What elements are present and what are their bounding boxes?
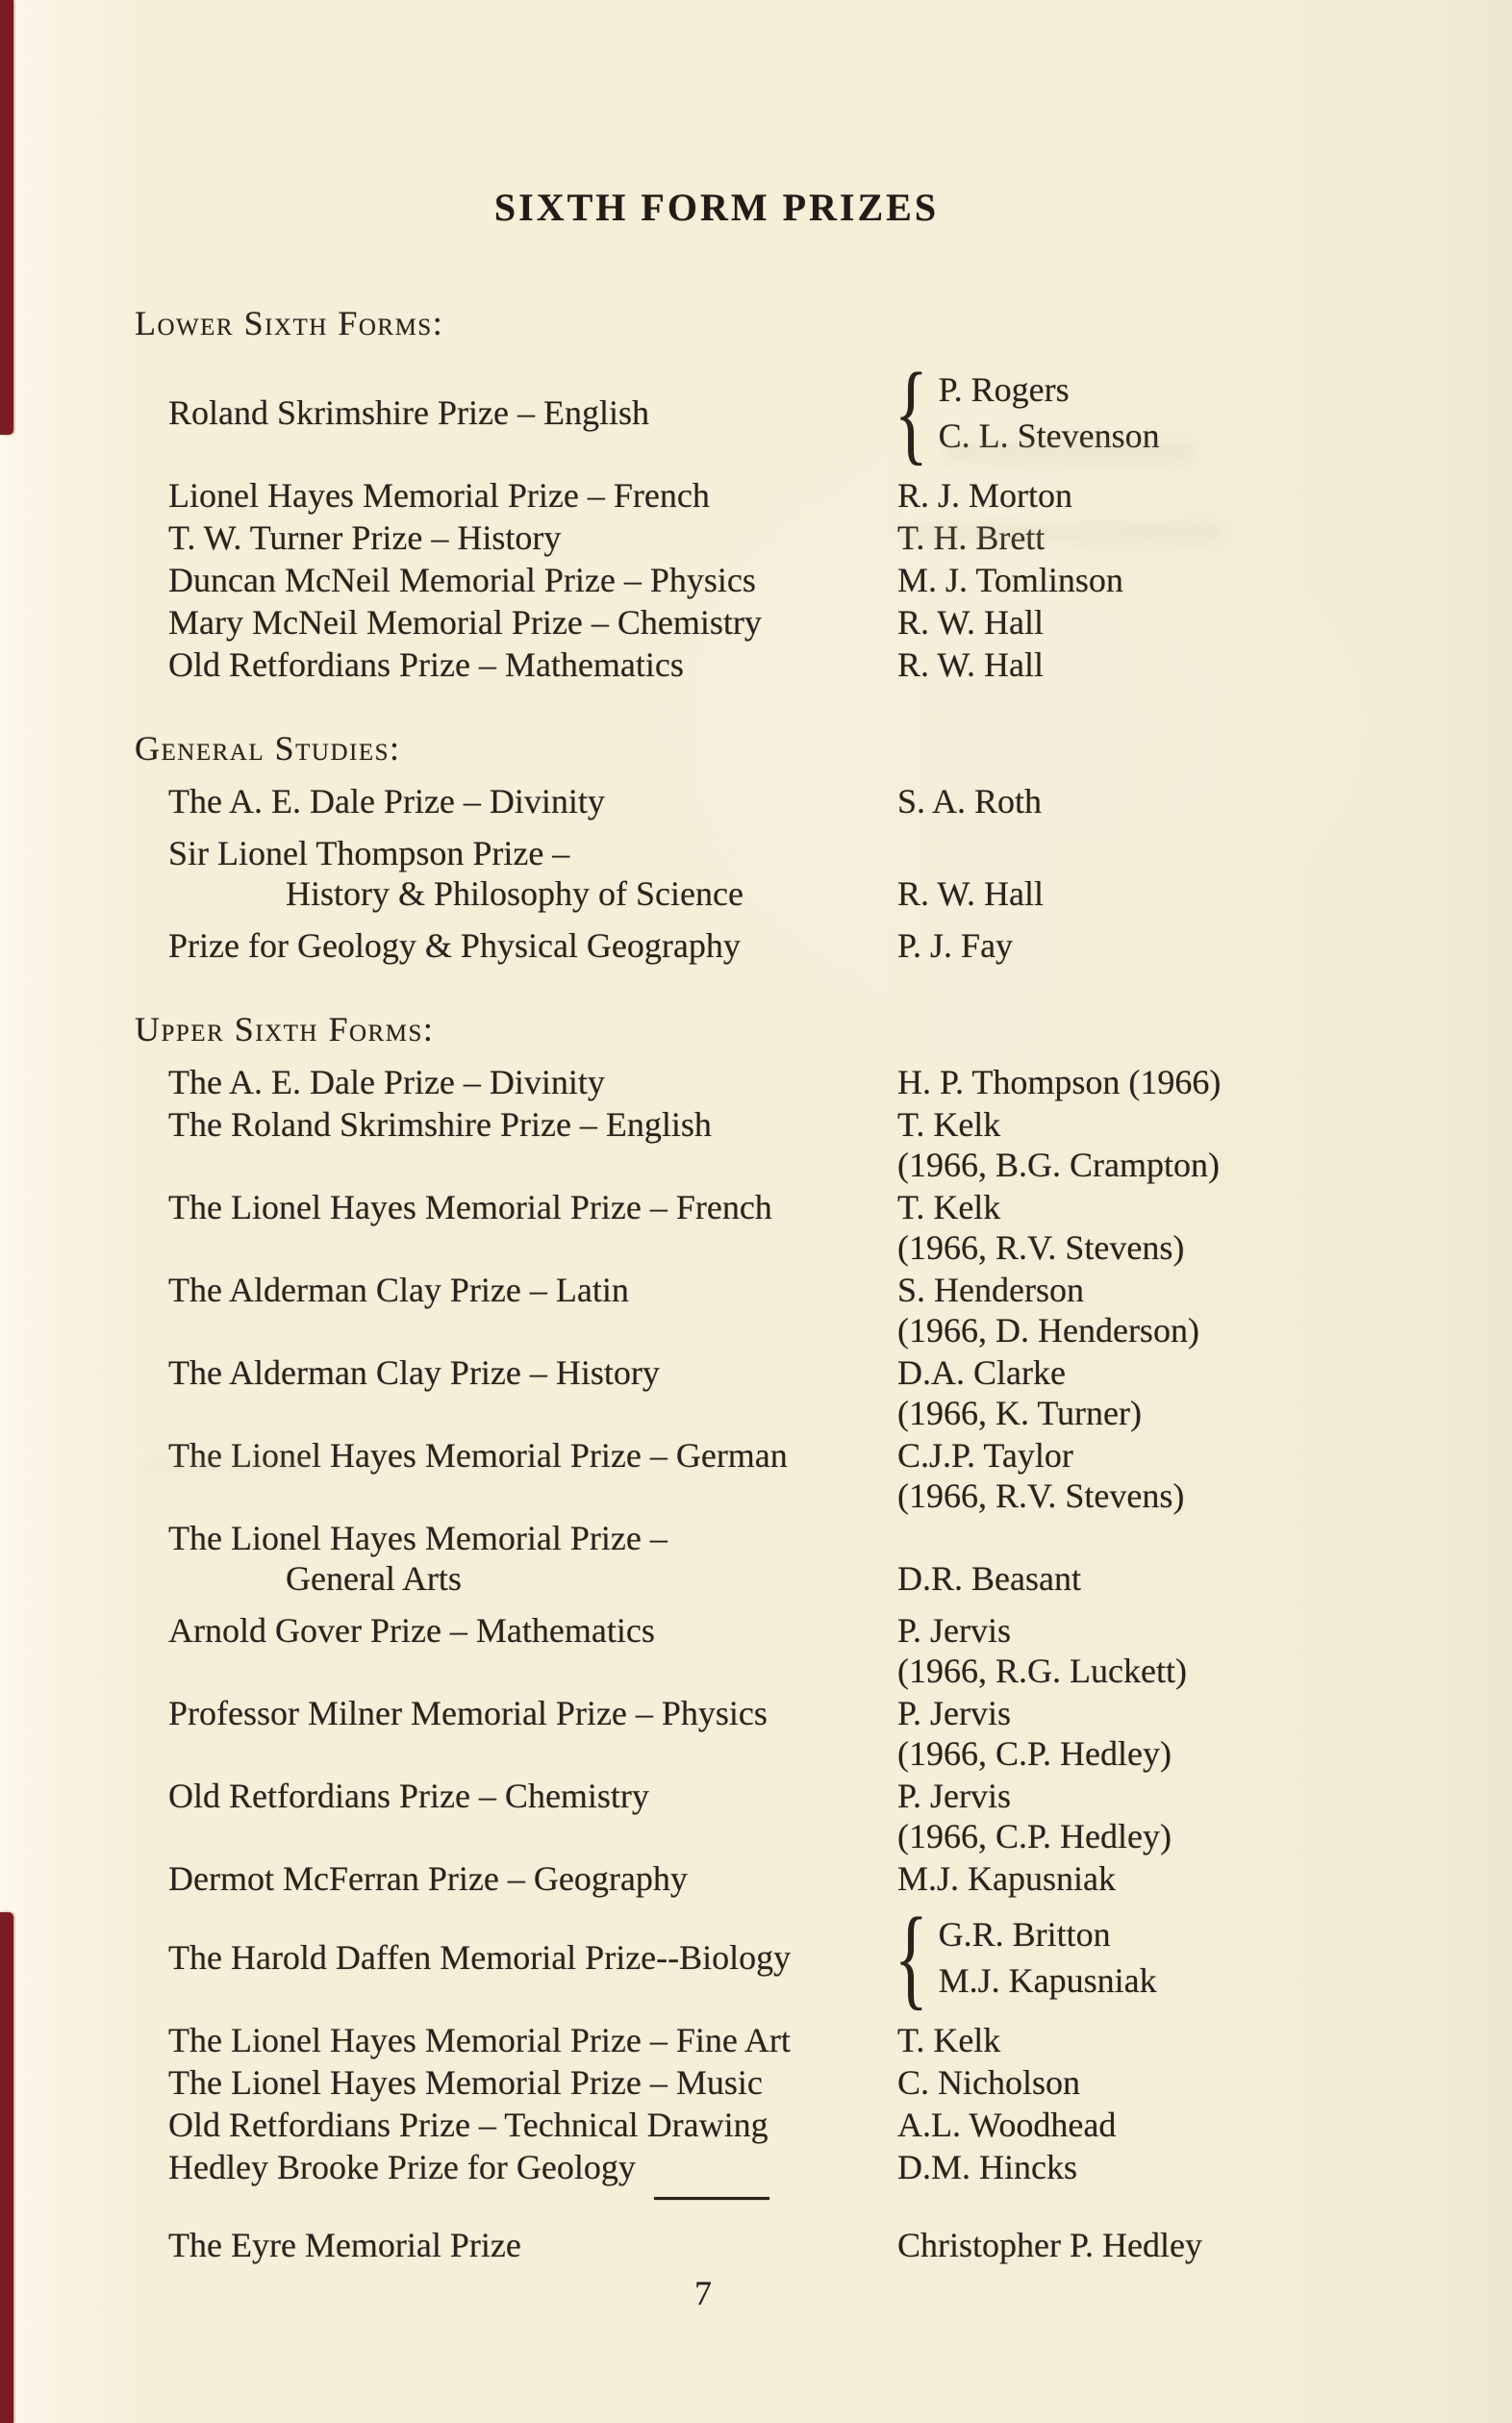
prize-name: The Harold Daffen Memorial Prize--Biology [168,1938,792,1977]
page-number: 7 [694,2274,712,2312]
prize-name: Old Retfordians Prize – Technical Drawing [168,2106,769,2144]
prize-entry [168,2225,1512,2265]
winners [897,925,1013,966]
winner-name: C. L. Stevenson [938,416,1160,455]
binding-edge-mark-bottom [0,1912,13,2423]
prize-entry [168,475,1512,516]
winner-name: C.J.P. Taylor [897,1436,1073,1475]
prize-section [0,302,1512,685]
winner-name: D.M. Hincks [897,2148,1077,2186]
winner-name: S. A. Roth [897,782,1043,820]
prize-entry [168,925,1512,966]
prize-entry [168,349,1512,475]
prize-entry [168,2147,1512,2187]
winner-name: R. W. Hall [897,603,1045,642]
prize-name: Dermot McFerran Prize – Geography [168,1859,688,1898]
prize-name: Mary McNeil Memorial Prize – Chemistry [168,603,762,642]
winner-name: D.R. Beasant [897,1559,1081,1598]
prize-name: The Lionel Hayes Memorial Prize – General Arts [168,1519,668,1598]
page-title: SIXTH FORM PRIZES [493,186,940,229]
prize-entry [168,833,1512,914]
winners [897,1062,1221,1102]
winners [897,833,1044,914]
winners [939,1911,1157,2004]
prize-name: The Alderman Clay Prize – Latin [168,1271,629,1309]
winners [897,1435,1184,1516]
prize-name: Prize for Geology & Physical Geography [168,926,741,965]
winner-name: R. J. Morton [897,476,1073,515]
winners [897,1610,1187,1691]
winner-name: R. W. Hall [897,645,1045,684]
winners [897,2062,1080,2103]
winners [897,2225,1202,2265]
prize-name: The A. E. Dale Prize – Divinity [168,782,605,820]
winner-name: A.L. Woodhead [897,2106,1117,2144]
prize-name: The Lionel Hayes Memorial Prize – Music [168,2063,763,2102]
winners [897,2147,1077,2187]
winners [897,1104,1220,1185]
prize-entry [168,781,1512,821]
prize-name: The Roland Skrimshire Prize – English [168,1105,712,1144]
prize-name: Duncan McNeil Memorial Prize – Physics [168,561,756,599]
prize-name: Sir Lionel Thompson Prize – History & Philosophy of Science [168,834,743,913]
prize-entry [168,1104,1512,1185]
winner-name: T. H. Brett [897,518,1046,557]
prize-entry [168,517,1512,558]
prize-name: The Eyre Memorial Prize [168,2226,521,2264]
winner-name: M.J. Kapusniak [938,1961,1157,2000]
winners [897,2020,1000,2060]
prize-name: The Lionel Hayes Memorial Prize – German [168,1436,788,1475]
winner-name: (1966, B.G. Crampton) [897,1146,1220,1184]
winners [897,602,1044,643]
winners [897,1518,1081,1599]
winners [897,2105,1116,2145]
winners [897,781,1042,821]
winners [897,1352,1142,1433]
winners-brace-glyph: { [894,349,928,475]
winner-name: P. J. Fay [897,926,1014,965]
section-divider-rule [654,2197,769,2200]
winners [897,475,1072,516]
prize-entry [168,1518,1512,1599]
winner-name: (1966, K. Turner) [897,1394,1143,1432]
winner-name: P. Jervis [897,1694,1012,1732]
prize-name: Roland Skrimshire Prize – English [168,393,649,432]
prize-entry [168,1776,1512,1856]
prize-section [0,727,1512,966]
winner-name: R. W. Hall [897,874,1045,913]
prize-entry [168,2105,1512,2145]
winner-name: P. Jervis [897,1611,1012,1650]
winner-name: D.A. Clarke [897,1353,1066,1392]
winners [939,366,1160,459]
prize-name: Hedley Brooke Prize for Geology [168,2148,636,2186]
prize-entry [168,1270,1512,1350]
winners [897,644,1044,685]
prize-entry [168,560,1512,600]
prize-entry [168,1352,1512,1433]
prize-name: Professor Milner Memorial Prize – Physics [168,1694,768,1732]
section-heading: General Studies: [135,729,401,768]
winners [897,1858,1116,1899]
prize-entry [168,644,1512,685]
winner-name: T. Kelk [897,1188,1001,1226]
prize-entry [168,602,1512,643]
winner-name: (1966, R.V. Stevens) [897,1477,1185,1515]
winner-name: P. Rogers [938,370,1070,409]
winners [897,1187,1184,1268]
prize-entry [168,1858,1512,1899]
winner-name: (1966, R.G. Luckett) [897,1652,1187,1690]
section-heading: Upper Sixth Forms: [135,1010,435,1048]
winner-name: M. J. Tomlinson [897,561,1123,599]
winner-name: T. Kelk [897,2021,1001,2059]
prize-section [0,1008,1512,2187]
prize-sections [0,302,1512,2187]
winner-name: P. Jervis [897,1777,1012,1815]
winner-name: T. Kelk [897,1105,1001,1144]
prize-name: T. W. Turner Prize – History [168,518,562,557]
winner-name: (1966, R.V. Stevens) [897,1228,1185,1267]
prize-entry [168,1693,1512,1774]
winner-name: G.R. Britton [938,1915,1111,1954]
prize-name: Lionel Hayes Memorial Prize – French [168,476,710,515]
winner-name: S. Henderson [897,1271,1084,1309]
prize-entry [168,1435,1512,1516]
prize-entry [168,1894,1512,2020]
prize-name: The Lionel Hayes Memorial Prize – French [168,1188,772,1226]
winners [897,1693,1172,1774]
prize-entry [168,2062,1512,2103]
prize-entry [168,1062,1512,1102]
winner-name: M.J. Kapusniak [897,1859,1116,1898]
prize-name: Arnold Gover Prize – Mathematics [168,1611,655,1650]
winner-name: H. P. Thompson (1966) [897,1063,1222,1101]
prize-name: The A. E. Dale Prize – Divinity [168,1063,605,1101]
prize-entry [168,2020,1512,2060]
winner-name: (1966, C.P. Hedley) [897,1817,1172,1855]
winners-brace-glyph: { [894,1894,928,2020]
winners [897,1776,1172,1856]
winner-name: (1966, D. Henderson) [897,1311,1199,1350]
winners [897,1270,1199,1350]
winner-name: Christopher P. Hedley [897,2226,1202,2264]
prize-name: The Alderman Clay Prize – History [168,1353,660,1392]
winner-name: C. Nicholson [897,2063,1081,2102]
prize-name: The Lionel Hayes Memorial Prize – Fine Art [168,2021,791,2059]
prize-name: Old Retfordians Prize – Chemistry [168,1777,649,1815]
prize-name: Old Retfordians Prize – Mathematics [168,645,684,684]
winners [897,560,1123,600]
section-heading: Lower Sixth Forms: [135,304,444,342]
winners [897,517,1045,558]
winner-name: (1966, C.P. Hedley) [897,1734,1172,1773]
prize-entry [168,1187,1512,1268]
prize-entry [168,1610,1512,1691]
